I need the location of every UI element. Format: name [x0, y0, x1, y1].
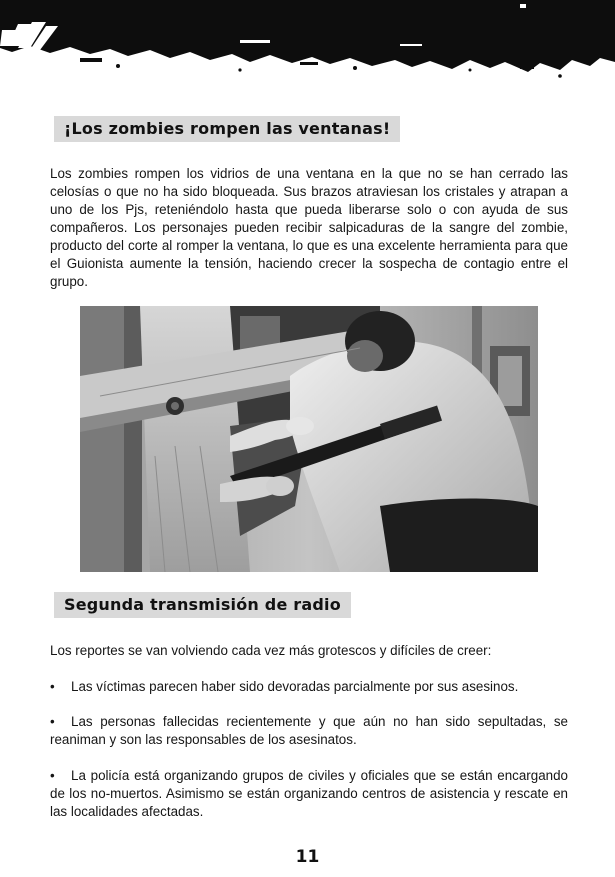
section-heading-radio-transmission: Segunda transmisión de radio: [54, 592, 351, 618]
list-item: [50, 713, 568, 749]
page-number: 11: [295, 847, 320, 867]
bullet-marker: •: [50, 768, 55, 783]
list-item-text: Las víctimas parecen haber sido devoradas parcialmente por sus asesinos.: [71, 679, 519, 694]
section-intro-radio-transmission: Los reportes se van volviendo cada vez más grotescos y difíciles de creer:: [50, 643, 492, 658]
boarded-window-photo: [80, 306, 538, 572]
list-item-text: Las personas fallecidas recientemente y que aún no han sido sepultadas, se reaniman y son las responsables de los asesinatos.: [50, 714, 568, 747]
grunge-header-decoration: [0, 0, 615, 80]
bullet-marker: •: [50, 714, 55, 729]
bullet-marker: •: [50, 679, 55, 694]
section-heading-zombies-windows: ¡Los zombies rompen las ventanas!: [54, 116, 400, 142]
list-item: [50, 767, 568, 821]
list-item-text: La policía está organizando grupos de civiles y oficiales que se están encargando de los no-muertos. Asimismo se están organizando centros de asistencia y rescate en las localidades afectadas.: [50, 768, 568, 819]
list-item: [50, 678, 568, 696]
section-paragraph-zombies-windows: Los zombies rompen los vidrios de una ventana en la que no se han cerrado las celosías o que no ha sido bloqueada. Sus brazos atraviesan los cristales y atrapan a uno de los Pjs, reteniéndolo hasta que pueda liberarse solo o con ayuda de sus compañeros. Los personajes pueden recibir salpicaduras de la sangre del zombie, producto del corte al romper la ventana, lo que es una excelente herramienta para que el Guionista aumente la tensión, haciendo crecer la sospecha de contagio entre el grupo.: [50, 166, 568, 289]
